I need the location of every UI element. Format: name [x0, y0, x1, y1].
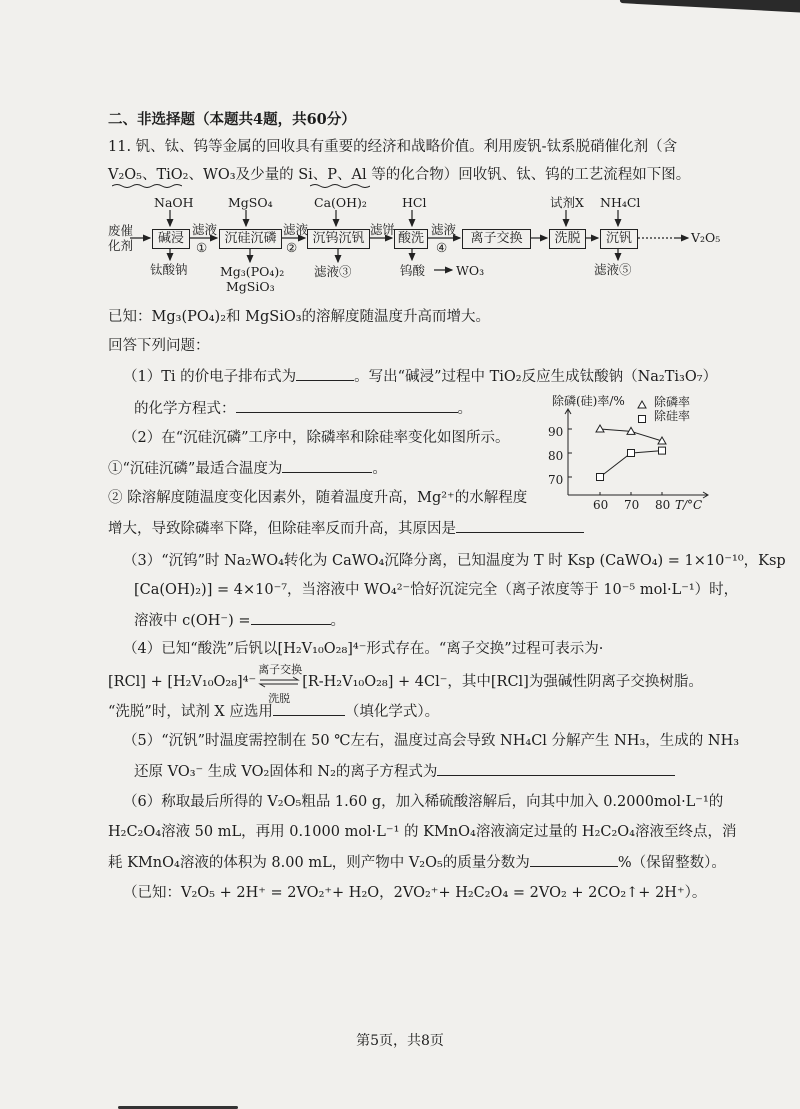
byproduct-filtrate-3: 滤液③ [314, 264, 352, 279]
chart-svg [548, 395, 718, 515]
filtrate-label-1: 滤液 [192, 222, 218, 237]
filtrate-num-2: ② [286, 240, 298, 255]
part2-b: 增大，导致除磷率下降，但除硅率反而升高，其原因是 [108, 521, 456, 537]
silicon-point-70 [628, 450, 635, 457]
answer-prompt: 回答下列问题： [108, 338, 210, 354]
reagent-mgso4: MgSO₄ [228, 195, 273, 210]
xtick-70: 70 [624, 498, 640, 512]
xtick-80: 80 [655, 498, 671, 512]
byproduct-mgsio3: MgSiO₃ [226, 279, 275, 294]
q11-intro-line2: V₂O₅、TiO₂、WO₃及少量的 Si、P、Al 等的化合物）回收钒、钛、钨的工艺流程如下图。 [108, 167, 691, 183]
q11-intro-line1: 11. 钒、钛、钨等金属的回收具有重要的经济和战略价值。利用废钒-钛系脱硝催化剂（含 [108, 139, 678, 155]
part1-line2 [134, 398, 472, 419]
flow-start-1: 废催 [108, 223, 134, 238]
handwritten-underline-2 [310, 183, 370, 188]
part1-end: 。 [457, 401, 472, 417]
reagent-hcl: HCl [402, 195, 427, 210]
part4-line3 [108, 701, 439, 722]
part3-line3 [134, 610, 345, 631]
part5-line2 [134, 761, 675, 782]
part6-line2: H₂C₂O₄溶液 50 mL，再用 0.1000 mol·L⁻¹ 的 KMnO₄溶液滴定过量的 H₂C₂O₄溶液至终点，消 [108, 824, 737, 840]
flow-start-2: 化剂 [108, 238, 134, 253]
part5-a: 还原 VO₃⁻ 生成 VO₂固体和 N₂的离子方程式为 [134, 764, 438, 780]
section-header: 二、非选择题（本题共4题，共60分） [108, 111, 356, 128]
filtrate-num-1: ① [196, 240, 208, 255]
part1-line1 [123, 366, 717, 387]
part6-line3 [108, 852, 726, 873]
eq-bottom: 洗脱 [268, 692, 291, 705]
part2-line4 [108, 518, 584, 539]
answer-blank-ti-config[interactable] [296, 366, 354, 381]
eq-top: 离子交换 [258, 663, 303, 676]
part1-c: 的化学方程式： [134, 401, 236, 417]
filtrate-num-4: ④ [436, 240, 448, 255]
legend-triangle-marker [638, 401, 646, 408]
answer-blank-equation[interactable] [236, 398, 458, 413]
part4-line1: （4）已知“酸洗”后钒以[H₂V₁₀O₂₈]⁴⁻形式存在。“离子交换”过程可表示为· [123, 641, 604, 657]
part2-end: 。 [372, 461, 387, 477]
reagent-x: 试剂X [550, 195, 584, 210]
removal-rate-chart [548, 395, 718, 515]
reagent-nh4cl: NH₄Cl [600, 195, 641, 210]
part5-line1: （5）“沉钒”时温度需控制在 50 ℃左右，温度过高会导致 NH₄Cl 分解产生 NH₃，生成的 NH₃ [123, 733, 740, 749]
filter-cake-label: 滤饼 [370, 222, 396, 237]
byproduct-wo3: WO₃ [456, 263, 485, 278]
answer-blank-ionic-eq[interactable] [437, 761, 675, 776]
step-v-precip: 沉钒 [600, 229, 638, 249]
part4-b: （填化学式）。 [344, 704, 440, 720]
flow-product: V₂O₅ [691, 230, 721, 245]
chart-xlabel: T/°C [675, 498, 703, 512]
part2-line2 [108, 458, 387, 479]
part3-line2: [Ca(OH)₂)] = 4×10⁻⁷，当溶液中 WO₄²⁻恰好沉淀完全（离子浓度等于 10⁻⁵ mol·L⁻¹）时， [134, 582, 739, 598]
legend-phosphorus: 除磷率 [654, 395, 691, 409]
scan-corner-shadow [620, 0, 800, 13]
handwritten-underline [112, 183, 182, 188]
eq-left: [RCl] + [H₂V₁₀O₂₈]⁴⁻ [108, 674, 257, 690]
answer-blank-temperature[interactable] [282, 458, 372, 473]
part2-a: ①“沉硅沉磷”最适合温度为 [108, 461, 283, 477]
silicon-point-80 [659, 447, 666, 454]
reagent-caoh2: Ca(OH)₂ [314, 195, 367, 210]
step-si-p-precip: 沉硅沉磷 [219, 229, 282, 249]
part2-line1: （2）在“沉硅沉磷”工序中，除磷率和除硅率变化如图所示。 [123, 430, 510, 446]
part4-equation [108, 663, 703, 705]
process-flowchart [100, 196, 740, 296]
silicon-point-60 [597, 474, 604, 481]
reagent-naoh: NaOH [154, 195, 194, 210]
step-w-v-precip: 沉钨沉钒 [307, 229, 370, 249]
part4-a: “洗脱”时，试剂 X 应选用 [108, 704, 273, 720]
byproduct-filtrate-5: 滤液⑤ [594, 262, 632, 277]
xtick-60: 60 [593, 498, 609, 512]
byproduct-tungstic-acid: 钨酸 [400, 263, 426, 278]
step-acid-wash: 酸洗 [394, 229, 428, 249]
chart-ylabel: 除磷(硅)率/% [552, 394, 625, 408]
page-footer: 第5页，共8页 [356, 1033, 444, 1049]
ytick-70: 70 [548, 473, 564, 487]
part3-line1: （3）“沉钨”时 Na₂WO₄转化为 CaWO₄沉降分离，已知温度为 T 时 Ksp (CaWO₄) = 1×10⁻¹⁰，Ksp [123, 553, 786, 569]
step-elution: 洗脱 [549, 229, 586, 249]
part6-line4: （已知：V₂O₅ + 2H⁺ = 2VO₂⁺+ H₂O，2VO₂⁺+ H₂C₂O₄ = 2VO₂ + 2CO₂↑+ 2H⁺）。 [123, 885, 707, 901]
legend-square-marker [639, 416, 646, 423]
byproduct-mg3po4: Mg₃(PO₄)₂ [220, 264, 285, 279]
part1-a: （1）Ti 的价电子排布式为 [123, 369, 297, 385]
phosphorus-point-60 [596, 425, 604, 432]
step-alkali-leach: 碱浸 [152, 229, 190, 249]
part3-a: 溶液中 c(OH⁻) = [134, 613, 251, 629]
ytick-90: 90 [548, 425, 564, 439]
part2-line3: ② 除溶解度随温度变化因素外，随着温度升高，Mg²⁺的水解程度 [108, 490, 528, 506]
ytick-80: 80 [548, 449, 564, 463]
part1-b: 。写出“碱浸”过程中 TiO₂反应生成钛酸钠（Na₂Ti₃O₇） [354, 369, 718, 385]
part3-end: 。 [330, 613, 345, 629]
answer-blank-mass-fraction[interactable] [530, 852, 618, 867]
part6-line1: （6）称取最后所得的 V₂O₅粗品 1.60 g，加入稀硫酸溶解后，向其中加入 0.2000mol·L⁻¹的 [123, 794, 724, 810]
answer-blank-oh[interactable] [251, 610, 331, 625]
filtrate-label-2: 滤液 [283, 222, 309, 237]
byproduct-sodium-titanate: 钛酸钠 [150, 262, 188, 277]
part6-b: %（保留整数）。 [617, 855, 726, 871]
legend-silicon: 除硅率 [654, 409, 691, 423]
step-ion-exchange: 离子交换 [462, 229, 531, 249]
eq-right: [R-H₂V₁₀O₂₈] + 4Cl⁻，其中[RCl]为强碱性阴离子交换树脂。 [302, 674, 703, 690]
known-note-1: 已知：Mg₃(PO₄)₂和 MgSiO₃的溶解度随温度升高而增大。 [108, 309, 491, 325]
reversible-arrow [256, 663, 303, 705]
filtrate-label-4: 滤液 [431, 222, 457, 237]
answer-blank-reagent-x[interactable] [273, 701, 345, 716]
answer-blank-reason[interactable] [456, 518, 584, 533]
part6-a: 耗 KMnO₄溶液的体积为 8.00 mL，则产物中 V₂O₅的质量分数为 [108, 855, 530, 871]
